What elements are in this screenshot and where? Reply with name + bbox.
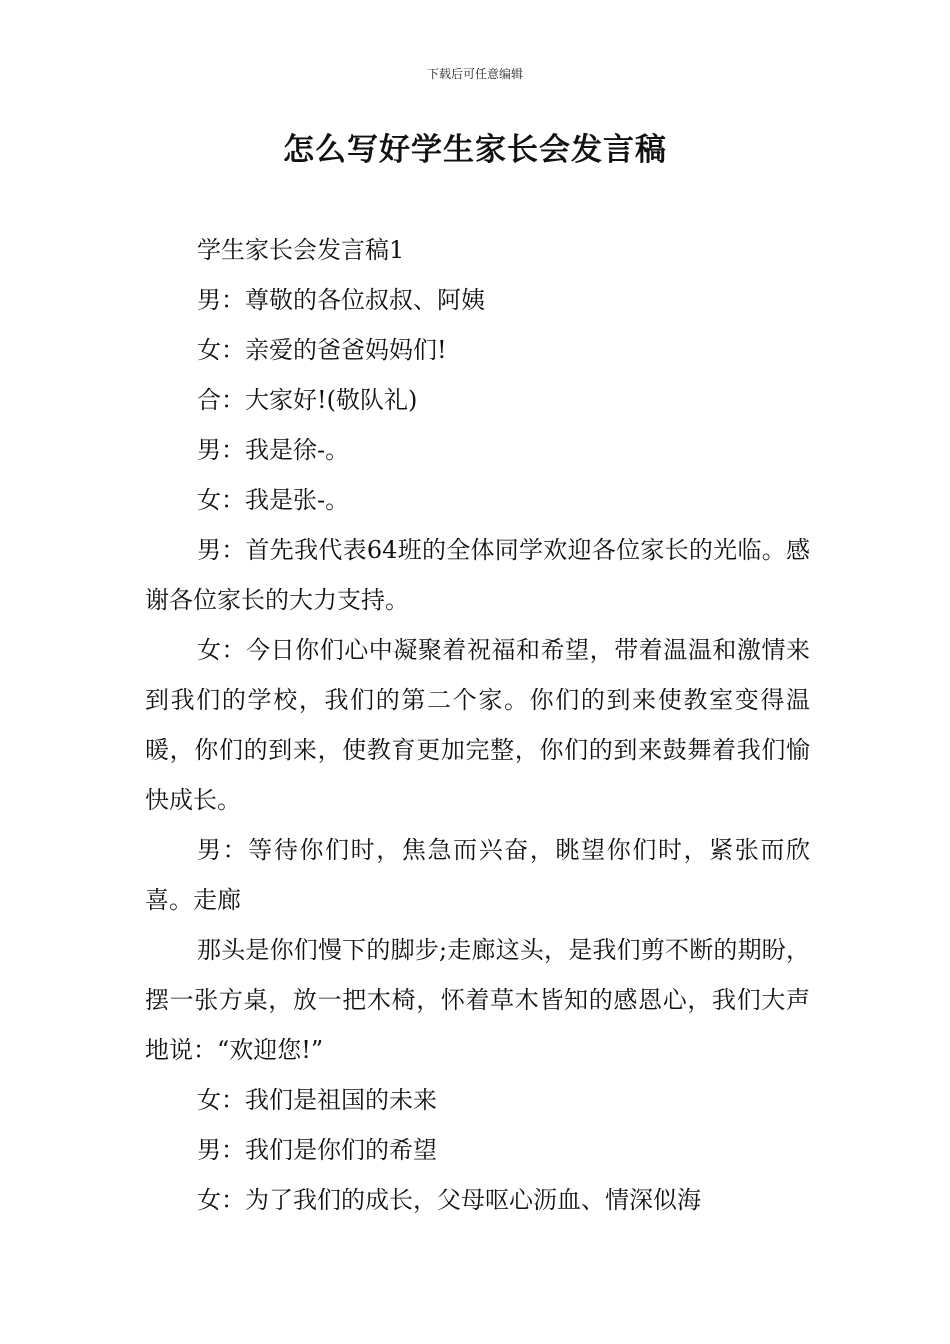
paragraph: 女：我是张-。 xyxy=(197,486,350,514)
paragraph: 那头是你们慢下的脚步;走廊这头，是我们剪不断的期盼，摆一张方桌，放一把木椅，怀着草木皆知的感恩心，我们大声地说：“欢迎您!” xyxy=(145,936,810,1064)
document-body xyxy=(145,225,810,1225)
paragraph: 男：首先我代表64班的全体同学欢迎各位家长的光临。感谢各位家长的大力支持。 xyxy=(145,536,810,614)
paragraph: 男：尊敬的各位叔叔、阿姨 xyxy=(197,286,485,314)
header-note: 下载后可任意编辑 xyxy=(426,67,523,81)
paragraph: 女：为了我们的成长，父母呕心沥血、情深似海 xyxy=(197,1186,701,1214)
paragraph: 合：大家好!(敬队礼) xyxy=(197,386,418,414)
paragraph: 男：我是徐-。 xyxy=(197,436,350,464)
paragraph: 男：我们是你们的希望 xyxy=(197,1136,437,1164)
paragraph: 女：今日你们心中凝聚着祝福和希望，带着温温和激情来到我们的学校，我们的第二个家。你们的到来使教室变得温暖，你们的到来，使教育更加完整，你们的到来鼓舞着我们愉快成长。 xyxy=(145,636,810,814)
paragraph: 女：亲爱的爸爸妈妈们! xyxy=(197,336,447,364)
paragraph: 学生家长会发言稿1 xyxy=(197,236,405,264)
document-title: 怎么写好学生家长会发言稿 xyxy=(283,132,667,168)
paragraph: 女：我们是祖国的未来 xyxy=(197,1086,437,1114)
paragraph: 男：等待你们时，焦急而兴奋，眺望你们时，紧张而欣喜。走廊 xyxy=(145,836,810,914)
